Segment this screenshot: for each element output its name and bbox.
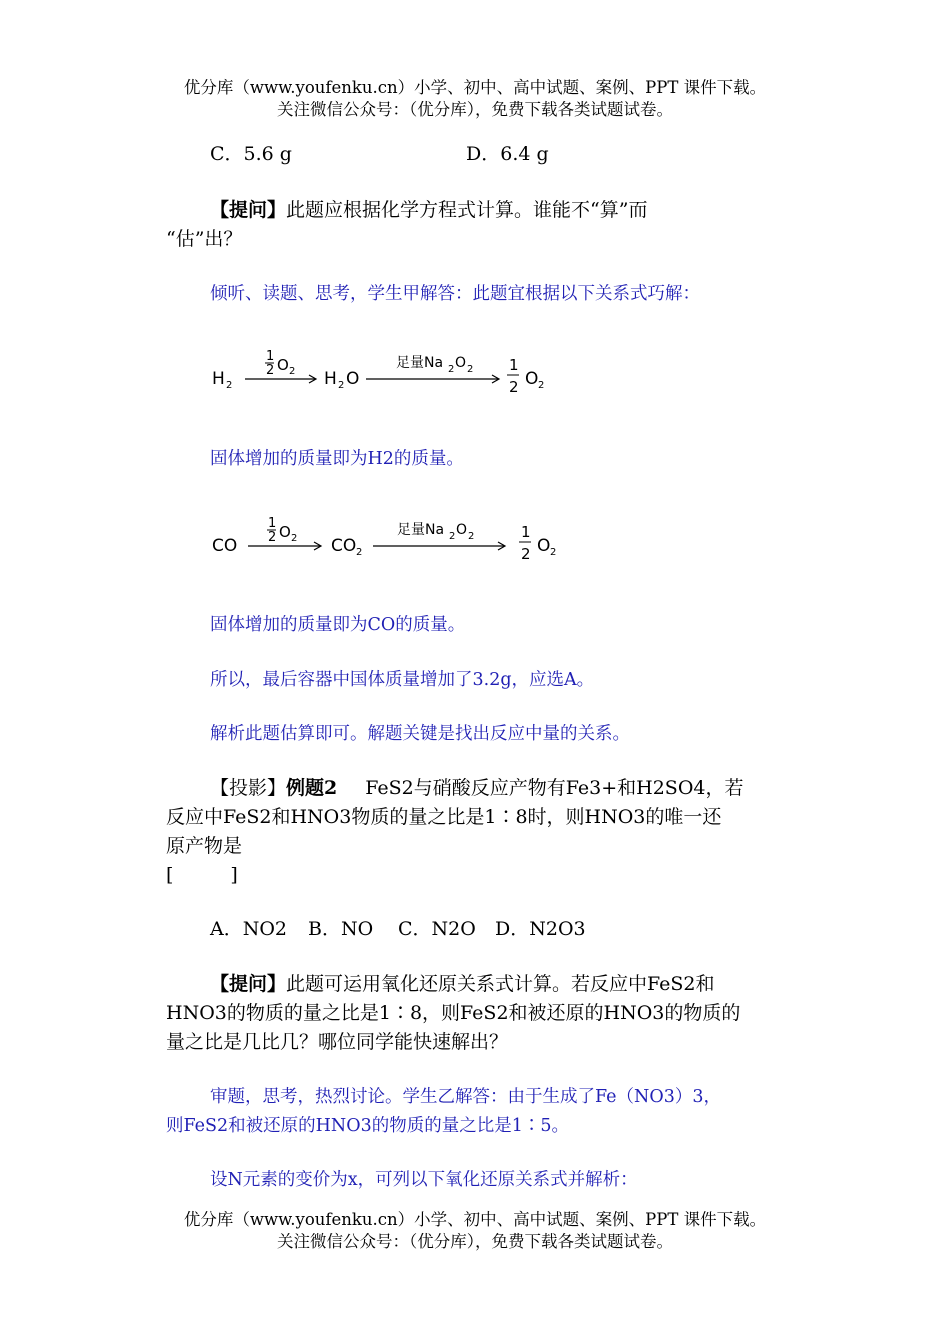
svg-text:1: 1 [268,516,277,531]
question2-line2: HNO3的物质的量之比是1∶8，则FeS2和被还原的HNO3的物质的 [166,1002,741,1024]
svg-text:H: H [324,369,337,389]
question2-tag: 【提问】 [210,973,287,995]
svg-text:CO: CO [212,536,238,556]
question2-line3: 量之比是几比几？哪位同学能快速解出？ [166,1031,509,1053]
svg-text:O: O [456,522,468,538]
note-h2: 固体增加的质量即为H2的质量。 [210,449,464,469]
answer1: 倾听、读题、思考，学生甲解答：此题宜根据以下关系式巧解： [210,284,700,304]
svg-text:2: 2 [467,364,474,375]
svg-text:1: 1 [521,523,531,541]
question2-line1 [210,970,715,999]
svg-text:2: 2 [468,531,475,542]
svg-text:2: 2 [550,547,557,558]
question2-text1: 此题可运用氧化还原关系式计算。若反应中FeS2和 [286,973,715,995]
answer-bracket: [ ] [166,864,238,886]
answer3: 设N元素的变价为x，可列以下氧化还原关系式并解析： [210,1170,638,1190]
svg-text:O: O [537,536,551,556]
svg-text:2: 2 [268,530,277,545]
note-conclusion: 所以，最后容器中国体质量增加了3.2g，应选A。 [210,670,595,690]
page-footer-line2: 关注微信公众号：（优分库），免费下载各类试题试卷。 [277,1232,673,1251]
svg-text:H [212,369,225,389]
example2-text1: FeS2与硝酸反应产物有Fe3+和H2SO4，若 [365,777,744,799]
svg-text:1: 1 [266,349,275,364]
svg-text:足量Na: 足量Na [396,355,444,371]
page-header-line2: 关注微信公众号：（优分库），免费下载各类试题试卷。 [277,100,673,119]
svg-text:2: 2 [226,380,233,391]
example2-title: 例题2 [286,777,338,799]
page-header-line1: 优分库（www.youfenku.cn）小学、初中、高中试题、案例、PPT 课件下载。 [183,78,767,97]
svg-text:2: 2 [291,533,298,544]
question-tag: 【提问】 [210,199,287,221]
svg-text:CO: CO [331,536,357,556]
eq1-reactant: H [212,369,225,389]
svg-text:2: 2 [338,380,345,391]
equation-h2 [210,340,590,400]
example2-line3: 原产物是 [166,835,243,857]
svg-text:O: O [346,369,360,389]
svg-text:2: 2 [509,378,519,396]
svg-text:2: 2 [448,364,455,375]
note-co: 固体增加的质量即为CO的质量。 [210,615,466,635]
svg-text:足量Na: 足量Na [397,522,445,538]
answer2-line1: 审题，思考，热烈讨论。学生乙解答：由于生成了Fe（NO3）3， [210,1087,721,1107]
question1-line1 [210,196,647,225]
svg-text:1: 1 [509,356,519,374]
projection-tag: 【投影】 [210,777,287,799]
svg-text:2: 2 [266,363,275,378]
equation-co [210,507,590,567]
svg-text:O: O [277,356,289,374]
question1-text1: 此题应根据化学方程式计算。谁能不“算”而 [286,199,648,221]
svg-text:2: 2 [521,545,531,563]
option-c: C．5.6 g [210,143,292,165]
note-analysis: 解析此题估算即可。解题关键是找出反应中量的关系。 [210,724,630,744]
option-a: A．NO2 [210,918,288,940]
answer2-line2: 则FeS2和被还原的HNO3的物质的量之比是1∶5。 [166,1116,569,1136]
svg-text:O: O [525,369,539,389]
example2-line2: 反应中FeS2和HNO3物质的量之比是1∶8时，则HNO3的唯一还 [166,806,722,828]
svg-text:2: 2 [538,380,545,391]
svg-text:2: 2 [289,366,296,377]
option-d2: D．N2O3 [495,918,586,940]
svg-text:2: 2 [449,531,456,542]
svg-text:O: O [455,355,467,371]
option-c2: C．N2O [398,918,476,940]
example2-line1 [210,774,743,803]
option-d: D．6.4 g [466,143,549,165]
svg-text:2: 2 [356,547,363,558]
page-footer-line1: 优分库（www.youfenku.cn）小学、初中、高中试题、案例、PPT 课件下载。 [183,1210,767,1229]
option-b: B．NO [308,918,374,940]
question1-line2: “估”出？ [166,228,243,250]
svg-text:O: O [279,523,291,541]
